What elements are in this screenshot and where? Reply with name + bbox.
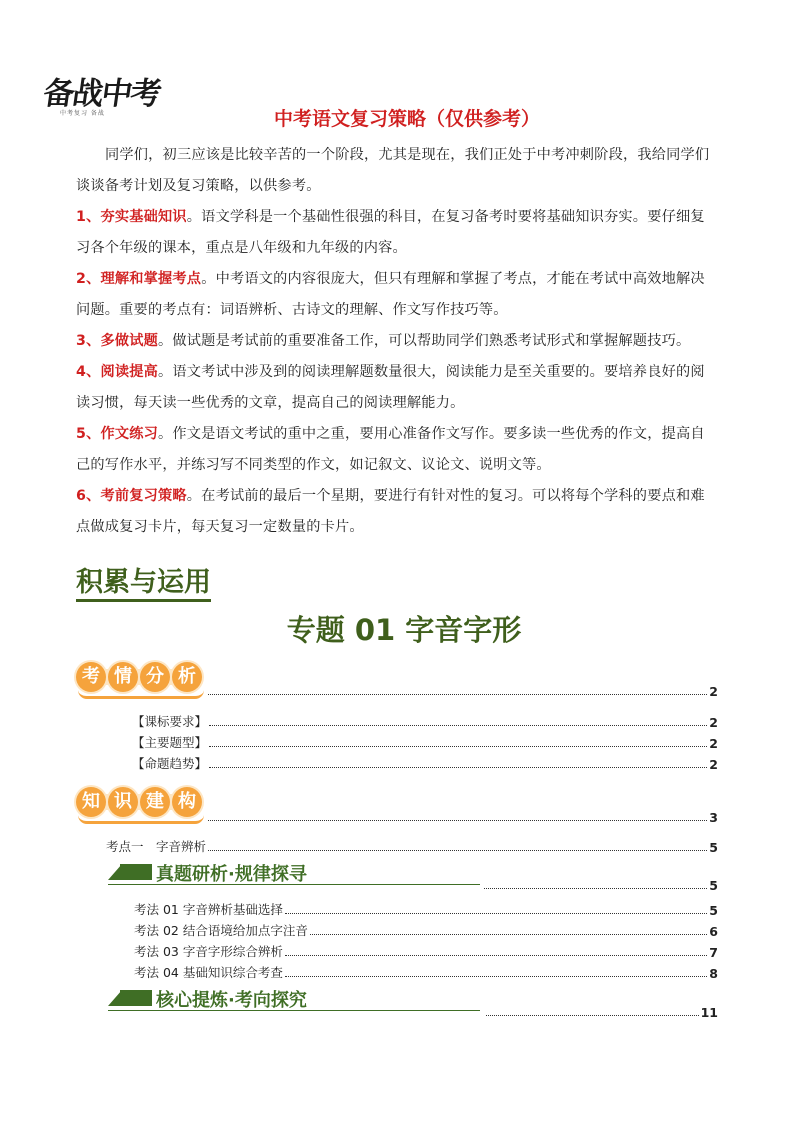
toc-label: 【主要题型】 xyxy=(132,735,208,750)
badge-char: 析 xyxy=(172,662,202,692)
toc-leader xyxy=(285,975,707,977)
strategy-text: 。语文考试中涉及到的阅读理解题数量很大，阅读能力是至关重要的。要培养良好的阅读习惯，每天读一些优秀的文章，提高自己的阅读理解能力。 xyxy=(76,364,705,411)
strategy-text: 。作文是语文考试的重中之重，要用心准备作文写作。要多读一些优秀的作文，提高自己的写作水平，并练习写不同类型的作文，如记叙文、议论文、说明文等。 xyxy=(76,426,705,473)
toc-leader xyxy=(486,1014,699,1016)
banner-real-questions xyxy=(108,860,480,888)
badge-char: 分 xyxy=(140,662,170,692)
strategy-item-5 xyxy=(76,419,718,481)
strategy-item-2 xyxy=(76,264,718,326)
toc-leader xyxy=(209,766,707,768)
toc-method[interactable] xyxy=(134,963,718,981)
badge-char: 知 xyxy=(76,787,106,817)
toc-page: 2 xyxy=(709,684,718,699)
intro-paragraph: 同学们，初三应该是比较辛苦的一个阶段，尤其是现在，我们正处于中考冲刺阶段，我给同学们谈谈备考计划及复习策略，以供参考。 xyxy=(76,147,710,194)
strategy-item-3 xyxy=(76,326,718,357)
toc-leader xyxy=(208,693,707,695)
toc-label: 考法 02 结合语境给加点字注音 xyxy=(134,923,308,938)
toc-page: 3 xyxy=(709,810,718,825)
strategy-key: 4、阅读提高 xyxy=(76,364,159,380)
toc-leader xyxy=(209,745,707,747)
banner-core-summary xyxy=(108,986,480,1014)
banner-text: 核心提炼·考向探究 xyxy=(156,990,307,1011)
toc-method[interactable] xyxy=(134,900,718,918)
toc-page: 5 xyxy=(709,878,718,893)
badge-char: 考 xyxy=(76,662,106,692)
toc-label: 考法 04 基础知识综合考查 xyxy=(134,965,283,980)
toc-page: 2 xyxy=(709,736,718,751)
toc-leader xyxy=(285,912,707,914)
toc-banner1[interactable] xyxy=(482,878,718,893)
toc-label: 考点一 字音辨析 xyxy=(106,839,207,854)
strategy-text: 。做试题是考试前的重要准备工作，可以帮助同学们熟悉考试形式和掌握解题技巧。 xyxy=(158,333,691,349)
toc-label: 考法 03 字音字形综合辨析 xyxy=(134,944,283,959)
strategy-key: 2、理解和掌握考点 xyxy=(76,271,202,287)
toc-page: 5 xyxy=(709,840,718,855)
strategy-key: 1、夯实基础知识 xyxy=(76,209,187,225)
logo-text: 备战中考 xyxy=(40,76,163,112)
toc-leader xyxy=(285,954,707,956)
toc-page: 6 xyxy=(709,924,718,939)
strategy-text: 。在考试前的最后一个星期，要进行有针对性的复习。可以将每个学科的要点和难点做成复习卡片，每天复习一定数量的卡片。 xyxy=(76,488,705,535)
toc-point-1[interactable] xyxy=(106,837,718,855)
toc-page: 8 xyxy=(709,966,718,981)
topic-title: 专题 01 字音字形 xyxy=(286,613,522,647)
analysis-badge xyxy=(76,658,206,698)
badge-char: 构 xyxy=(172,787,202,817)
main-title: 中考语文复习策略（仅供参考） xyxy=(273,108,540,130)
section-heading: 积累与运用 xyxy=(76,567,211,602)
toc-label: 【命题趋势】 xyxy=(132,756,208,771)
strategy-text: 。中考语文的内容很庞大，但只有理解和掌握了考点，才能在考试中高效地解决问题。重要的考点有：词语辨析、古诗文的理解、作文写作技巧等。 xyxy=(76,271,705,318)
toc-label: 【课标要求】 xyxy=(132,714,208,729)
badge-char: 识 xyxy=(108,787,138,817)
logo-subtext: 中考复习 备战 xyxy=(60,110,105,117)
toc-method[interactable] xyxy=(134,942,718,960)
toc-knowledge[interactable] xyxy=(206,810,718,825)
strategy-text: 。语文学科是一个基础性很强的科目，在复习备考时要将基础知识夯实。要仔细复习各个年级的课本，重点是八年级和九年级的内容。 xyxy=(76,209,705,256)
strategy-key: 3、多做试题 xyxy=(76,333,159,349)
toc-page: 5 xyxy=(709,903,718,918)
toc-row[interactable] xyxy=(132,712,718,730)
toc-row[interactable] xyxy=(132,733,718,751)
toc-leader xyxy=(209,724,707,726)
toc-row[interactable] xyxy=(132,754,718,772)
badge-swoosh xyxy=(78,690,204,699)
toc-page: 2 xyxy=(709,715,718,730)
badge-char: 情 xyxy=(108,662,138,692)
strategy-item-1 xyxy=(76,202,718,264)
banner-underline xyxy=(108,884,480,885)
toc-banner2[interactable] xyxy=(484,1005,718,1020)
toc-leader xyxy=(208,849,707,851)
badge-char: 建 xyxy=(140,787,170,817)
toc-leader xyxy=(310,933,707,935)
banner-block xyxy=(120,990,152,1006)
banner-block xyxy=(120,864,152,880)
toc-page: 2 xyxy=(709,757,718,772)
badge-swoosh xyxy=(78,815,204,824)
banner-underline xyxy=(108,1010,480,1011)
toc-leader xyxy=(208,819,707,821)
toc-label: 考法 01 字音辨析基础选择 xyxy=(134,902,283,917)
toc-method[interactable] xyxy=(134,921,718,939)
toc-analysis[interactable] xyxy=(206,684,718,699)
toc-page: 11 xyxy=(700,1005,718,1020)
banner-text: 真题研析·规律探寻 xyxy=(156,864,307,885)
strategy-item-4 xyxy=(76,357,718,419)
toc-page: 7 xyxy=(709,945,718,960)
strategy-item-6 xyxy=(76,481,718,543)
toc-leader xyxy=(484,887,707,889)
knowledge-badge xyxy=(76,783,206,823)
strategy-key: 5、作文练习 xyxy=(76,426,159,442)
strategy-key: 6、考前复习策略 xyxy=(76,488,187,504)
